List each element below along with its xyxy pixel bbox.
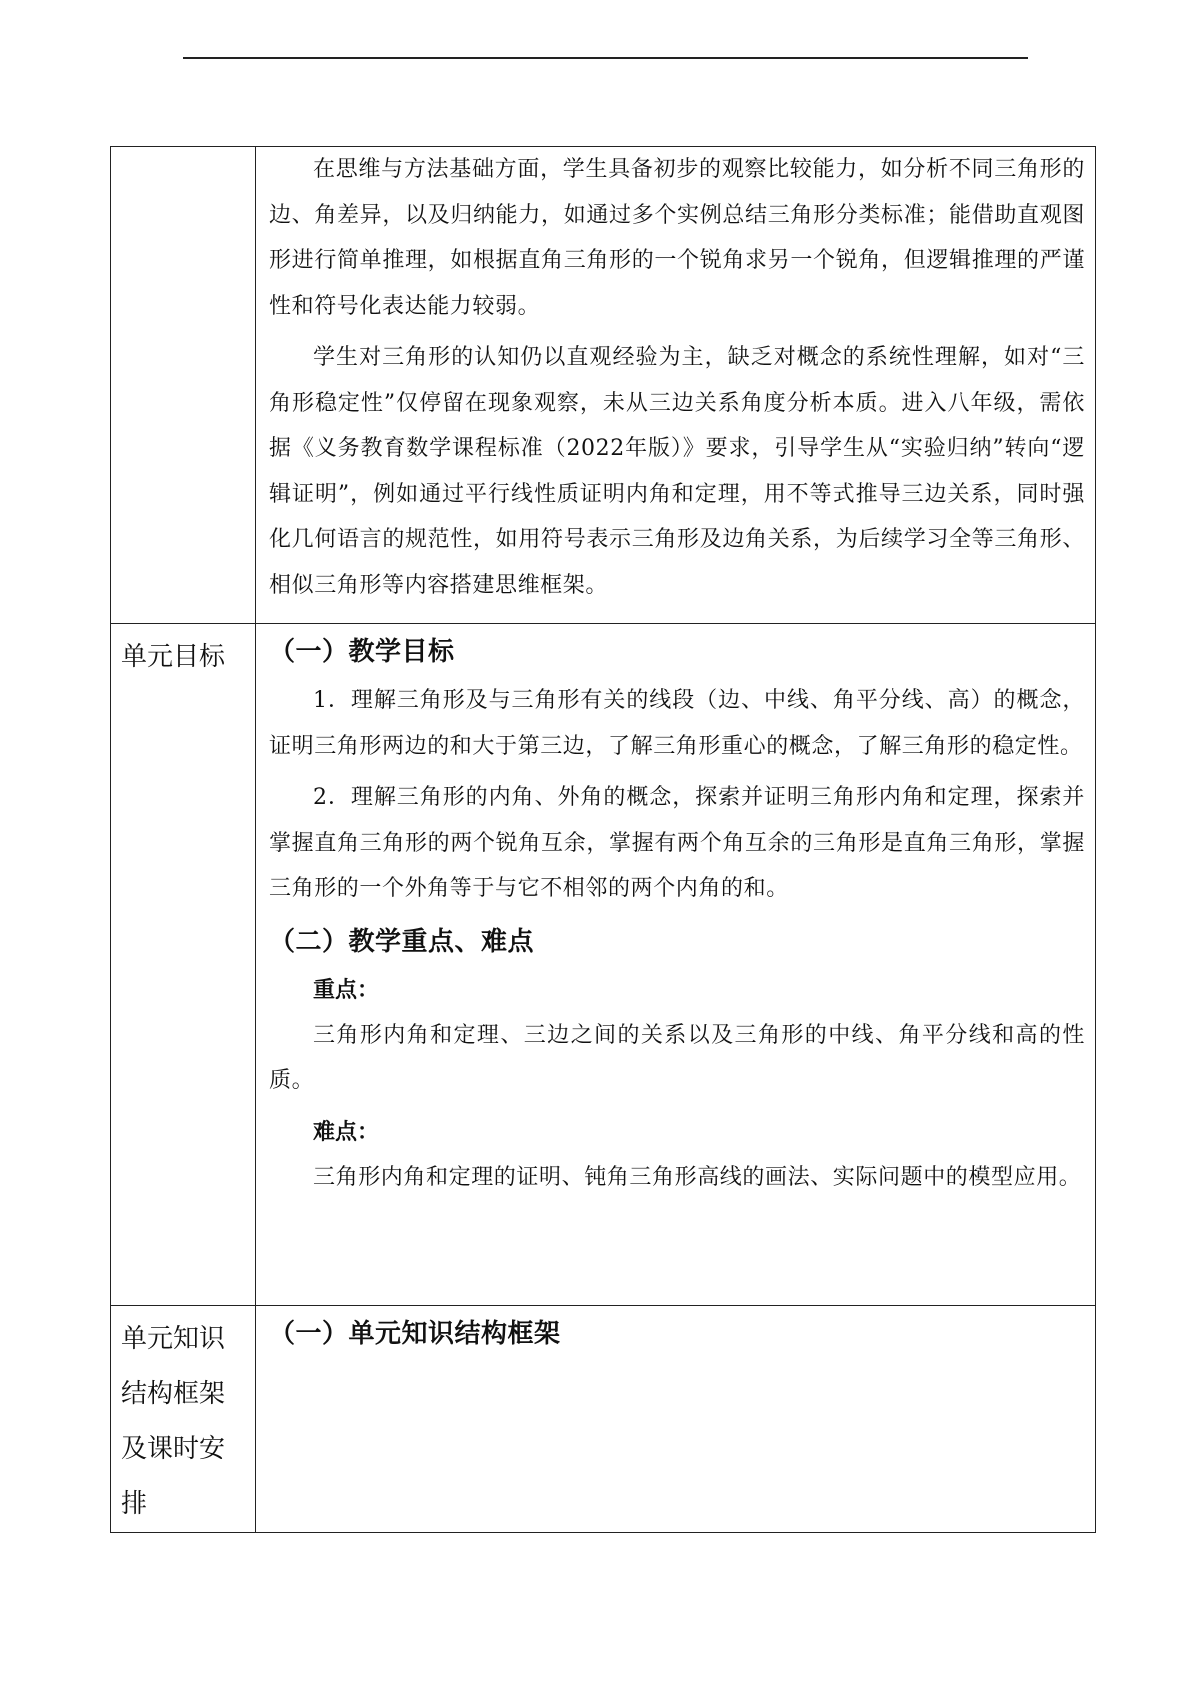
knowledge-structure-heading: （一）单元知识结构框架 xyxy=(269,1319,561,1349)
goal-item-1: 1．理解三角形及与三角形有关的线段（边、中线、角平分线、高）的概念，证明三角形两边的和大于第三边，了解三角形重心的概念，了解三角形的稳定性。 xyxy=(269,688,1085,759)
difficulty-text: 三角形内角和定理的证明、钝角三角形高线的画法、实际问题中的模型应用。 xyxy=(313,1164,1082,1190)
key-points-label: 重点： xyxy=(313,976,380,1003)
unit-plan-table xyxy=(110,146,1096,1533)
goal-item-2: 2．理解三角形的内角、外角的概念，探索并证明三角形内角和定理，探索并掌握直角三角形的两个锐角互余，掌握有两个角互余的三角形是直角三角形，掌握三角形的一个外角等于与它不相邻的两个内角的和。 xyxy=(269,785,1085,901)
thinking-method-paragraph: 在思维与方法基础方面，学生具备初步的观察比较能力，如分析不同三角形的边、角差异，以及归纳能力，如通过多个实例总结三角形分类标准；能借助直观图形进行简单推理，如根据直角三角形的一个锐角求另一个锐角，但逻辑推理的严谨性和符号化表达能力较弱。 xyxy=(269,157,1085,319)
table-row-unit-goals xyxy=(111,624,1096,1306)
header-rule xyxy=(183,57,1028,59)
key-difficulty-heading: （二）教学重点、难点 xyxy=(269,926,535,957)
teaching-goals-heading: （一）教学目标 xyxy=(269,637,455,667)
row-label-unit-goals: 单元目标 xyxy=(111,624,256,1306)
student-analysis-cell xyxy=(256,147,1096,624)
row-label-empty xyxy=(111,147,256,624)
table-row-student-analysis xyxy=(111,147,1096,624)
difficulty-label: 难点： xyxy=(313,1118,380,1145)
label-line-4: 排 xyxy=(121,1489,148,1519)
knowledge-structure-cell xyxy=(256,1306,1096,1533)
label-line-2: 结构框架 xyxy=(121,1379,226,1409)
table-row-knowledge-structure xyxy=(111,1306,1096,1533)
key-points-text: 三角形内角和定理、三边之间的关系以及三角形的中线、角平分线和高的性质。 xyxy=(269,1022,1085,1093)
label-line-3: 及课时安 xyxy=(121,1434,226,1464)
cognition-paragraph: 学生对三角形的认知仍以直观经验为主，缺乏对概念的系统性理解，如对“三角形稳定性”仅停留在现象观察，未从三边关系角度分析本质。进入八年级，需依据《义务教育数学课程标准（2022年版）》要求，引导学生从“实验归纳”转向“逻辑证明”，例如通过平行线性质证明内角和定理，用不等式推导三边关系，同时强化几何语言的规范性，如用符号表示三角形及边角关系，为后续学习全等三角形、相似三角形等内容搭建思维框架。 xyxy=(269,345,1085,598)
row-label-knowledge-structure xyxy=(111,1306,256,1533)
label-line-1: 单元知识 xyxy=(121,1324,226,1354)
unit-goals-cell xyxy=(256,624,1096,1306)
